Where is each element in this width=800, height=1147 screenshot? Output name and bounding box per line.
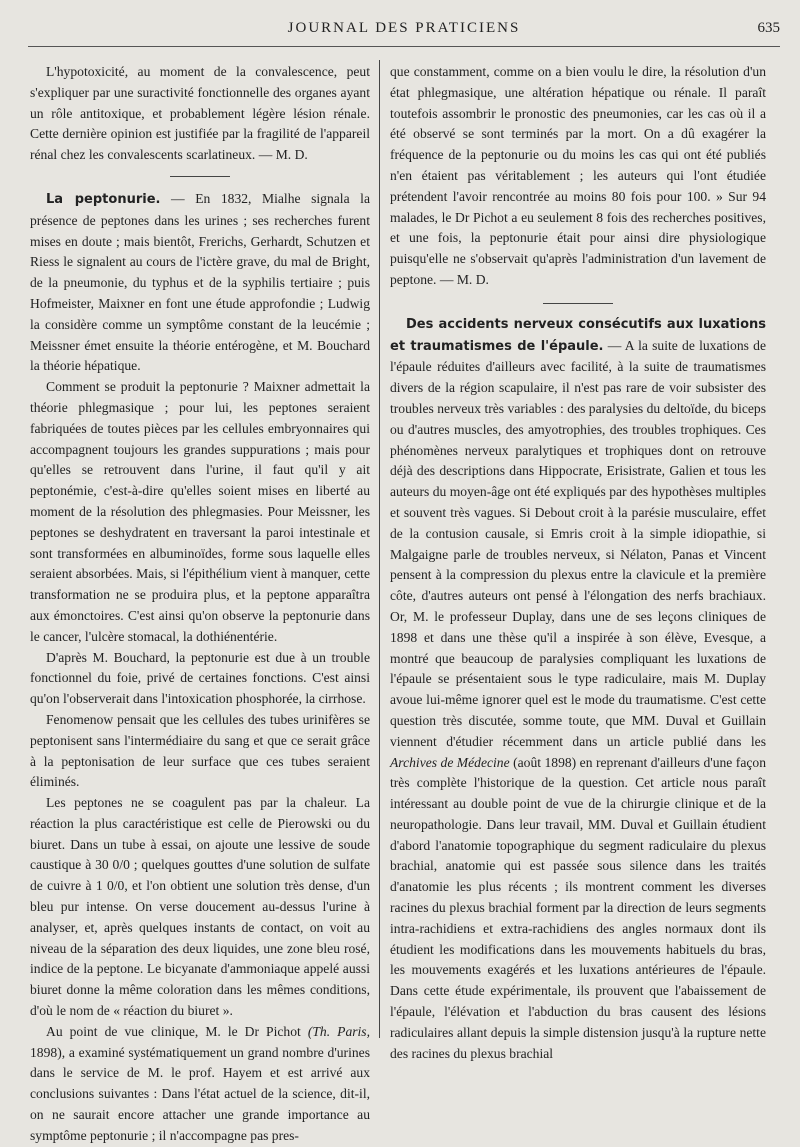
left-column: [30, 62, 370, 1147]
peptonurie-paragraph-1: [30, 189, 370, 377]
paragraph-text: — A la suite de luxations de l'épaule réduites d'ailleurs avec facilité, à la suite de traumatismes divers de la région scapulaire, il n'est pas rare de voir subsister des troubles nerveux très variables : des paralysies du deltoïde, du biceps ou d'autres muscles, des amyotrophies, des troubles trophiques. Ces phénomènes nerveux paralytiques et trophiques dont on retrouve déjà des descriptions dans Hippocrate, Erisistrate, Galien et tous les auteurs du moyen-âge ont été expliqués par des hypothèses multiples et souvent très vagues. Si Debout croit à la parésie musculaire, effet de la contusion causale, si Emris croit à la simple idiopathie, si Malgaigne parle de troubles nerveux, si Nélaton, Panas et Vincent pensent à la compression du plexus entre la clavicule et la première côte, d'autres auteurs ont pensé à l'élongation des nerfs brachiaux. Or, M. le professeur Duplay, dans une de ses leçons cliniques de 1898 et dans une thèse qu'il a inspirée à son élève, Evesque, a montré que beaucoup de paralysies compliquant les luxations de l'épaule se présentaient sous le type radiculaire, mais M. Duplay avoue lui-même ignorer quel est le mode du traumatisme. C'est cette question très discutée, somme toute, que MM. Duval et Guillain viennent d'étudier récemment dans un article publié dans les: [390, 337, 766, 749]
peptonurie-paragraph-5: Les peptones ne se coagulent pas par la chaleur. La réaction la plus caractéristique est celle de Pierowski ou du biuret. Dans un tube à essai, on ajoute une lessive de soude caustique à 30 0/0 ; quelques gouttes d'une solution de sulfate de cuivre à 1 0/0, et l'on obtient une solution très dense, d'un bleu pur intense. On verse doucement au-dessus l'urine à analyser, et, après quelques instants de contact, on voit au niveau de la séparation des deux liquides, une zone bleu rosé, indice de la peptone. Le bicyanate d'ammoniaque appelé aussi biuret donne la même coloration dans les mêmes conditions, d'où le nom de « réaction du biuret ».: [30, 795, 370, 1019]
peptonurie-continuation: que constamment, comme on a bien voulu le dire, la résolution d'un état phlegmasique, une altération hépatique ou rénale. Il paraît toutefois assombrir le pronostic des pneumonies, car les cas où il a été observé se sont terminés par la mort. On a dû exagérer la fréquence de la peptonurie ou du moins les cas qui ont été publiés n'en étaient pas véritablement ; les auteurs qui l'ont étudiée prétendent l'avoir rencontrée au moins 80 fois pour 100. » Sur 94 malades, le Dr Pichot a eu seulement 8 fois des recherches positives, et une fois, la peptonurie était pour ainsi dire physiologique puisqu'elle ne s'observait qu'après l'administration d'un lavement de peptone. — M. D.: [390, 64, 766, 287]
peptonurie-heading: La peptonurie.: [46, 191, 161, 207]
page-number: 635: [757, 20, 780, 36]
peptonurie-intro-text: — En 1832, Mialhe signala la présence de peptones dans les urines ; ses recherches furent mises en doute ; mais bientôt, Frerichs, Gerhardt, Schutzen et Riess le signalent au cours de l'ictère grave, du mal de Bright, de la pneumonie, du typhus et de la syphilis tertiaire ; puis Hofmeister, Maixner en font une étude approfondie ; Ludwig la considère comme un symptôme constant de la leucémie ; Meissner émet ensuite la théorie entérogène, et M. Bouchard la théorie hépatique.: [30, 190, 370, 374]
paragraph-text: Au point de vue clinique, M. le Dr Pichot: [46, 1023, 308, 1039]
paragraph-text: (août 1898) en reprenant d'ailleurs d'une façon très complète l'historique de la question. Cet article nous paraît intéressant au double point de vue de la chirurgie clinique et de la neuropathologie. Dans leur travail, MM. Duval et Guillain étudient d'abord l'anatomie topographique du segment radiculaire du plexus brachial, anatomie qui est passée sous silence dans les traités d'anatomie les plus récents ; ils montrent comment les diverses racines du plexus brachial forment par la direction de leurs segments intra-rachidiens et extra-rachidiens des angles normaux dont ils étudient les modifications dans les mouvements habituels du bras, les mouvements exagérés et les luxations antérieures de l'épaule. Dans cette étude expérimentale, ils prouvent que l'abaissement de l'épaule, l'élévation et l'abduction du bras causent des lésions radiculaires allant depuis la simple distension jusqu'à la rupture nette des racines du plexus brachial: [390, 754, 766, 1061]
right-column: [390, 62, 766, 1064]
section-separator: [170, 176, 230, 177]
luxations-paragraph: [390, 314, 766, 1065]
luxations-heading: Des accidents nerveux consécutifs aux luxations et traumatismes de l'épaule.: [390, 316, 766, 354]
archives-reference: Archives de Médecine: [390, 754, 510, 770]
section-separator: [543, 303, 613, 304]
running-header: [28, 18, 780, 44]
thesis-reference: (Th. Paris,: [307, 1023, 370, 1039]
peptonurie-paragraph-4: Fenomenow pensait que les cellules des tubes urinifères se peptonisent sans l'intermédiaire du sang et que ce serait grâce à la peptonisation de leur surface que ces tubes seraient éliminés.: [30, 711, 370, 790]
header-rule: [28, 46, 780, 47]
peptonurie-paragraph-3: D'après M. Bouchard, la peptonurie est due à un trouble fonctionnel du foie, privé de certaines fonctions. C'est ainsi qu'on l'observerait dans l'intoxication phosphorée, la cirrhose.: [30, 649, 370, 707]
journal-title: JOURNAL DES PRATICIENS: [287, 20, 521, 36]
paragraph-text: 1898), a examiné systématiquement un grand nombre d'urines dans le service de M. le prof. Hayem et est arrivé aux conclusions suivantes : Dans l'état actuel de la science, dit-il, on ne saurait encore attacher une grande importance au symptôme peptonurie ; il n'accompagne pas pres-: [30, 1044, 370, 1143]
hypotoxicite-paragraph: L'hypotoxicité, au moment de la convalescence, peut s'expliquer par une suractivité fonctionnelle des organes ayant un rôle antitoxique, et probablement légère lésion rénale. Cette dernière opinion est justifiée par la fragilité de l'appareil rénal chez les convalescents scarlatineux. — M. D.: [30, 64, 370, 163]
peptonurie-paragraph-6: [30, 1022, 370, 1147]
peptonurie-paragraph-2: Comment se produit la peptonurie ? Maixner admettait la théorie phlegmasique ; pour lui, les peptones seraient fabriquées de toutes pièces par les cellules embryonnaires qui accompagnent toujours les grandes suppurations ; mais pour qu'elles se retrouvent dans l'urine, il faut qu'il y ait peptonémie, c'est-à-dire qu'elles soient mises en liberté au moment de la résolution des phlegmasies. Pour Meissner, les peptones se deshydratent en traversant la paroi intestinale et sont transformées en albuminoïdes, forme sous laquelle elles seraient absorbées. Mais, si l'épithélium vient à manquer, cette transformation ne se produira plus, et la peptone apparaîtra aux émonctoires. C'est ainsi qu'on observe la peptonurie dans le cancer, l'ulcère stomacal, la dothiénentérie.: [30, 379, 370, 644]
column-divider: [379, 60, 380, 1038]
